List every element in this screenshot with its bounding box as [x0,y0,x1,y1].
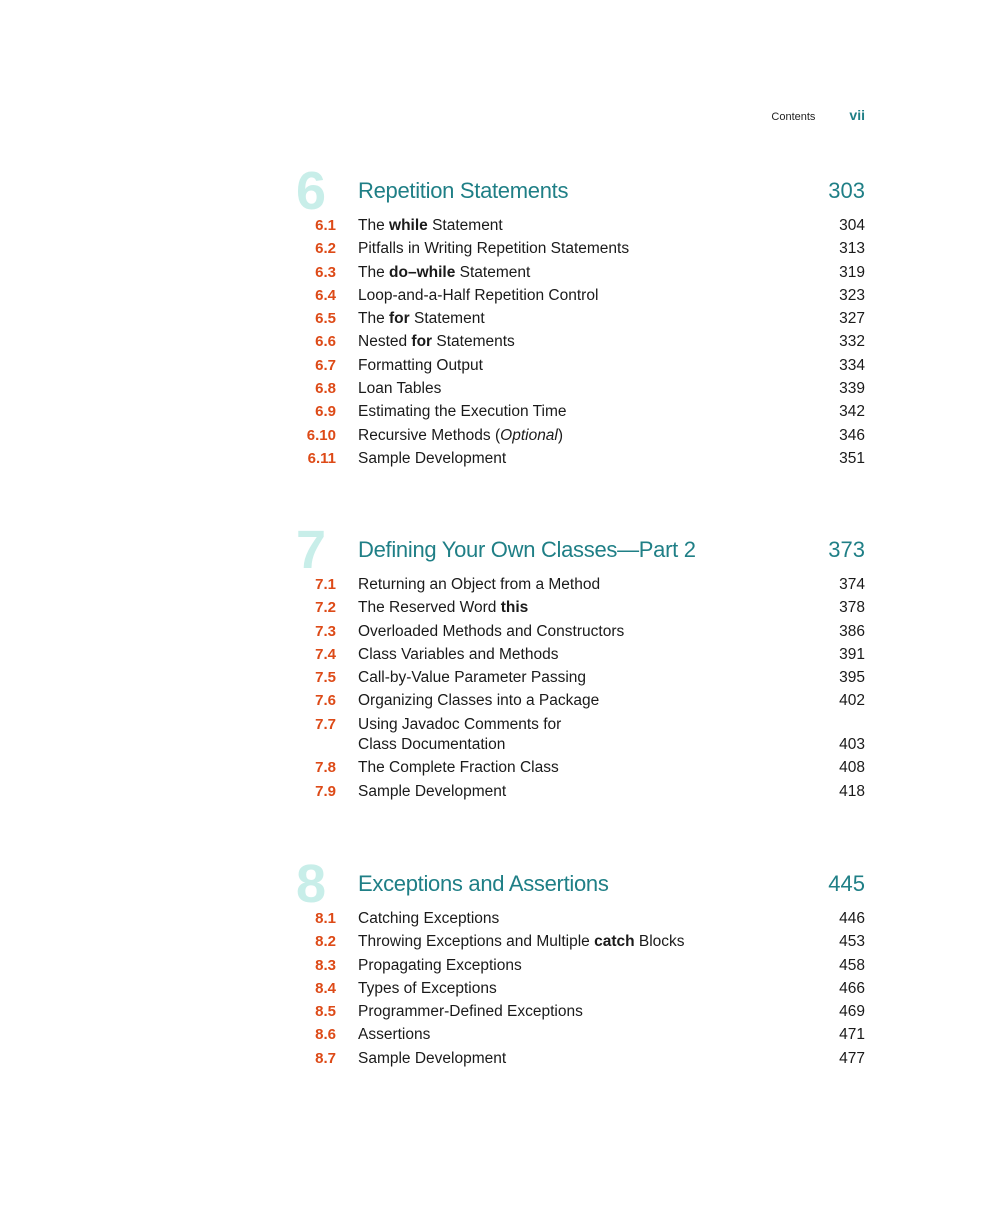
toc-row[interactable] [0,447,1005,470]
section-title: Sample Development [358,1049,507,1067]
section-title: Types of Exceptions [358,979,497,997]
chapter-page: 373 [828,537,865,562]
section-title: Programmer-Defined Exceptions [358,1003,583,1021]
section-page: 446 [839,910,865,927]
section-number: 6.3 [315,263,336,281]
section-number: 7.9 [315,782,336,800]
section-number: 6.9 [315,403,336,421]
toc-row[interactable] [0,596,1005,619]
toc-row[interactable] [0,620,1005,643]
running-head [771,107,865,123]
section-page: 339 [839,380,865,398]
section-page: 319 [839,263,865,281]
toc-row[interactable] [0,977,1005,1000]
section-title-line-2: Class Documentation [358,736,506,754]
section-page: 408 [839,759,865,777]
toc-row[interactable] [0,907,1005,930]
toc-row[interactable] [0,354,1005,377]
section-title: Pitfalls in Writing Repetition Statements [358,240,630,258]
chapter-number: 7 [296,520,327,580]
running-head-page-number: vii [849,107,865,123]
toc-row[interactable] [0,400,1005,423]
section-page: 304 [839,217,865,234]
section-number: 8.2 [315,933,336,951]
section-title-line-1: Using Javadoc Comments for [358,715,562,733]
section-page: 391 [839,645,865,663]
section-title [358,713,778,754]
section-page: 327 [839,310,865,328]
toc-row[interactable] [0,424,1005,447]
section-number: 8.4 [315,979,336,997]
section-title: Sample Development [358,449,507,467]
section-page: 342 [839,403,865,421]
section-title: Estimating the Execution Time [358,403,567,421]
toc-row[interactable] [0,307,1005,330]
section-page: 346 [839,426,865,444]
section-title: The while Statement [358,217,503,234]
toc-row[interactable] [0,930,1005,953]
section-title: The for Statement [358,310,485,328]
section-number: 7.3 [315,622,336,640]
toc-row[interactable] [0,756,1005,779]
section-title: Nested for Statements [358,333,515,351]
section-page: 334 [839,356,865,374]
section-page: 458 [839,956,865,974]
toc-row[interactable] [0,214,1005,237]
toc-row[interactable] [0,237,1005,260]
section-page: 471 [839,1026,865,1044]
section-number: 6.10 [306,426,336,444]
section-number: 7.6 [315,692,336,710]
section-number: 6.7 [315,356,336,374]
section-number: 8.7 [315,1049,336,1067]
section-title: Loan Tables [358,380,442,398]
section-title: Sample Development [358,782,507,800]
toc-row[interactable] [0,780,1005,803]
toc-row[interactable] [0,689,1005,712]
section-page: 402 [839,692,865,710]
section-number: 6.8 [315,380,336,398]
chapter-number: 6 [296,161,327,221]
section-title: Formatting Output [358,356,483,374]
toc-row[interactable] [0,643,1005,666]
section-page: 477 [839,1049,865,1067]
section-number: 8.3 [315,956,336,974]
chapter-page: 445 [828,871,865,896]
section-page: 374 [839,576,865,593]
section-title: Class Variables and Methods [358,645,559,663]
section-number: 6.5 [315,310,336,328]
section-number: 6.11 [307,449,336,467]
section-page: 466 [839,979,865,997]
section-title: The Reserved Word this [358,599,529,617]
toc-row[interactable] [0,261,1005,284]
section-number: 8.6 [315,1026,336,1044]
toc-row[interactable] [0,954,1005,977]
chapter-page: 303 [828,178,865,203]
section-page: 403 [839,736,865,754]
toc-row[interactable] [0,573,1005,596]
toc-row[interactable] [0,377,1005,400]
section-page: 323 [839,286,865,304]
toc-row[interactable] [0,330,1005,353]
section-number: 7.4 [315,645,336,663]
section-title: Assertions [358,1026,431,1044]
chapter-number: 8 [296,854,327,914]
section-page: 378 [839,599,865,617]
section-number: 7.5 [315,669,336,687]
section-title: Propagating Exceptions [358,956,522,974]
toc-row[interactable] [0,1023,1005,1046]
section-title: Call-by-Value Parameter Passing [358,669,587,687]
section-page: 332 [839,333,865,351]
chapter-title[interactable]: Exceptions and Assertions [358,871,609,896]
section-list [0,907,1005,1070]
chapter-title[interactable]: Repetition Statements [358,178,569,203]
section-title: Throwing Exceptions and Multiple catch Blocks [358,933,685,951]
section-number: 7.8 [315,759,336,777]
chapter-title[interactable]: Defining Your Own Classes—Part 2 [358,537,696,562]
section-page: 313 [839,240,865,258]
section-number: 6.4 [315,286,336,304]
section-list [0,214,1005,470]
section-page: 418 [839,782,865,800]
toc-row[interactable] [0,284,1005,307]
section-number: 8.1 [315,910,336,927]
toc-row[interactable] [0,1047,1005,1070]
section-number: 8.5 [315,1003,336,1021]
section-number: 6.2 [315,240,336,258]
section-list [0,573,1005,803]
section-page: 395 [839,669,865,687]
section-title: The do–while Statement [358,263,531,281]
section-title: Catching Exceptions [358,910,500,927]
section-title: Organizing Classes into a Package [358,692,600,710]
toc-row[interactable] [0,1000,1005,1023]
section-page: 453 [839,933,865,951]
section-number: 6.1 [315,217,336,234]
section-page: 469 [839,1003,865,1021]
toc-row[interactable] [0,713,1005,757]
section-number: 6.6 [315,333,336,351]
running-head-label: Contents [771,111,816,123]
section-number: 7.1 [315,576,336,593]
section-title: The Complete Fraction Class [358,759,559,777]
section-title: Recursive Methods (Optional) [358,426,564,444]
section-title: Overloaded Methods and Constructors [358,622,625,640]
section-title: Loop-and-a-Half Repetition Control [358,286,599,304]
section-page: 386 [839,622,865,640]
section-number: 7.2 [315,599,336,617]
toc-row[interactable] [0,666,1005,689]
section-number: 7.7 [315,715,336,733]
section-title: Returning an Object from a Method [358,576,601,593]
section-page: 351 [839,449,865,467]
